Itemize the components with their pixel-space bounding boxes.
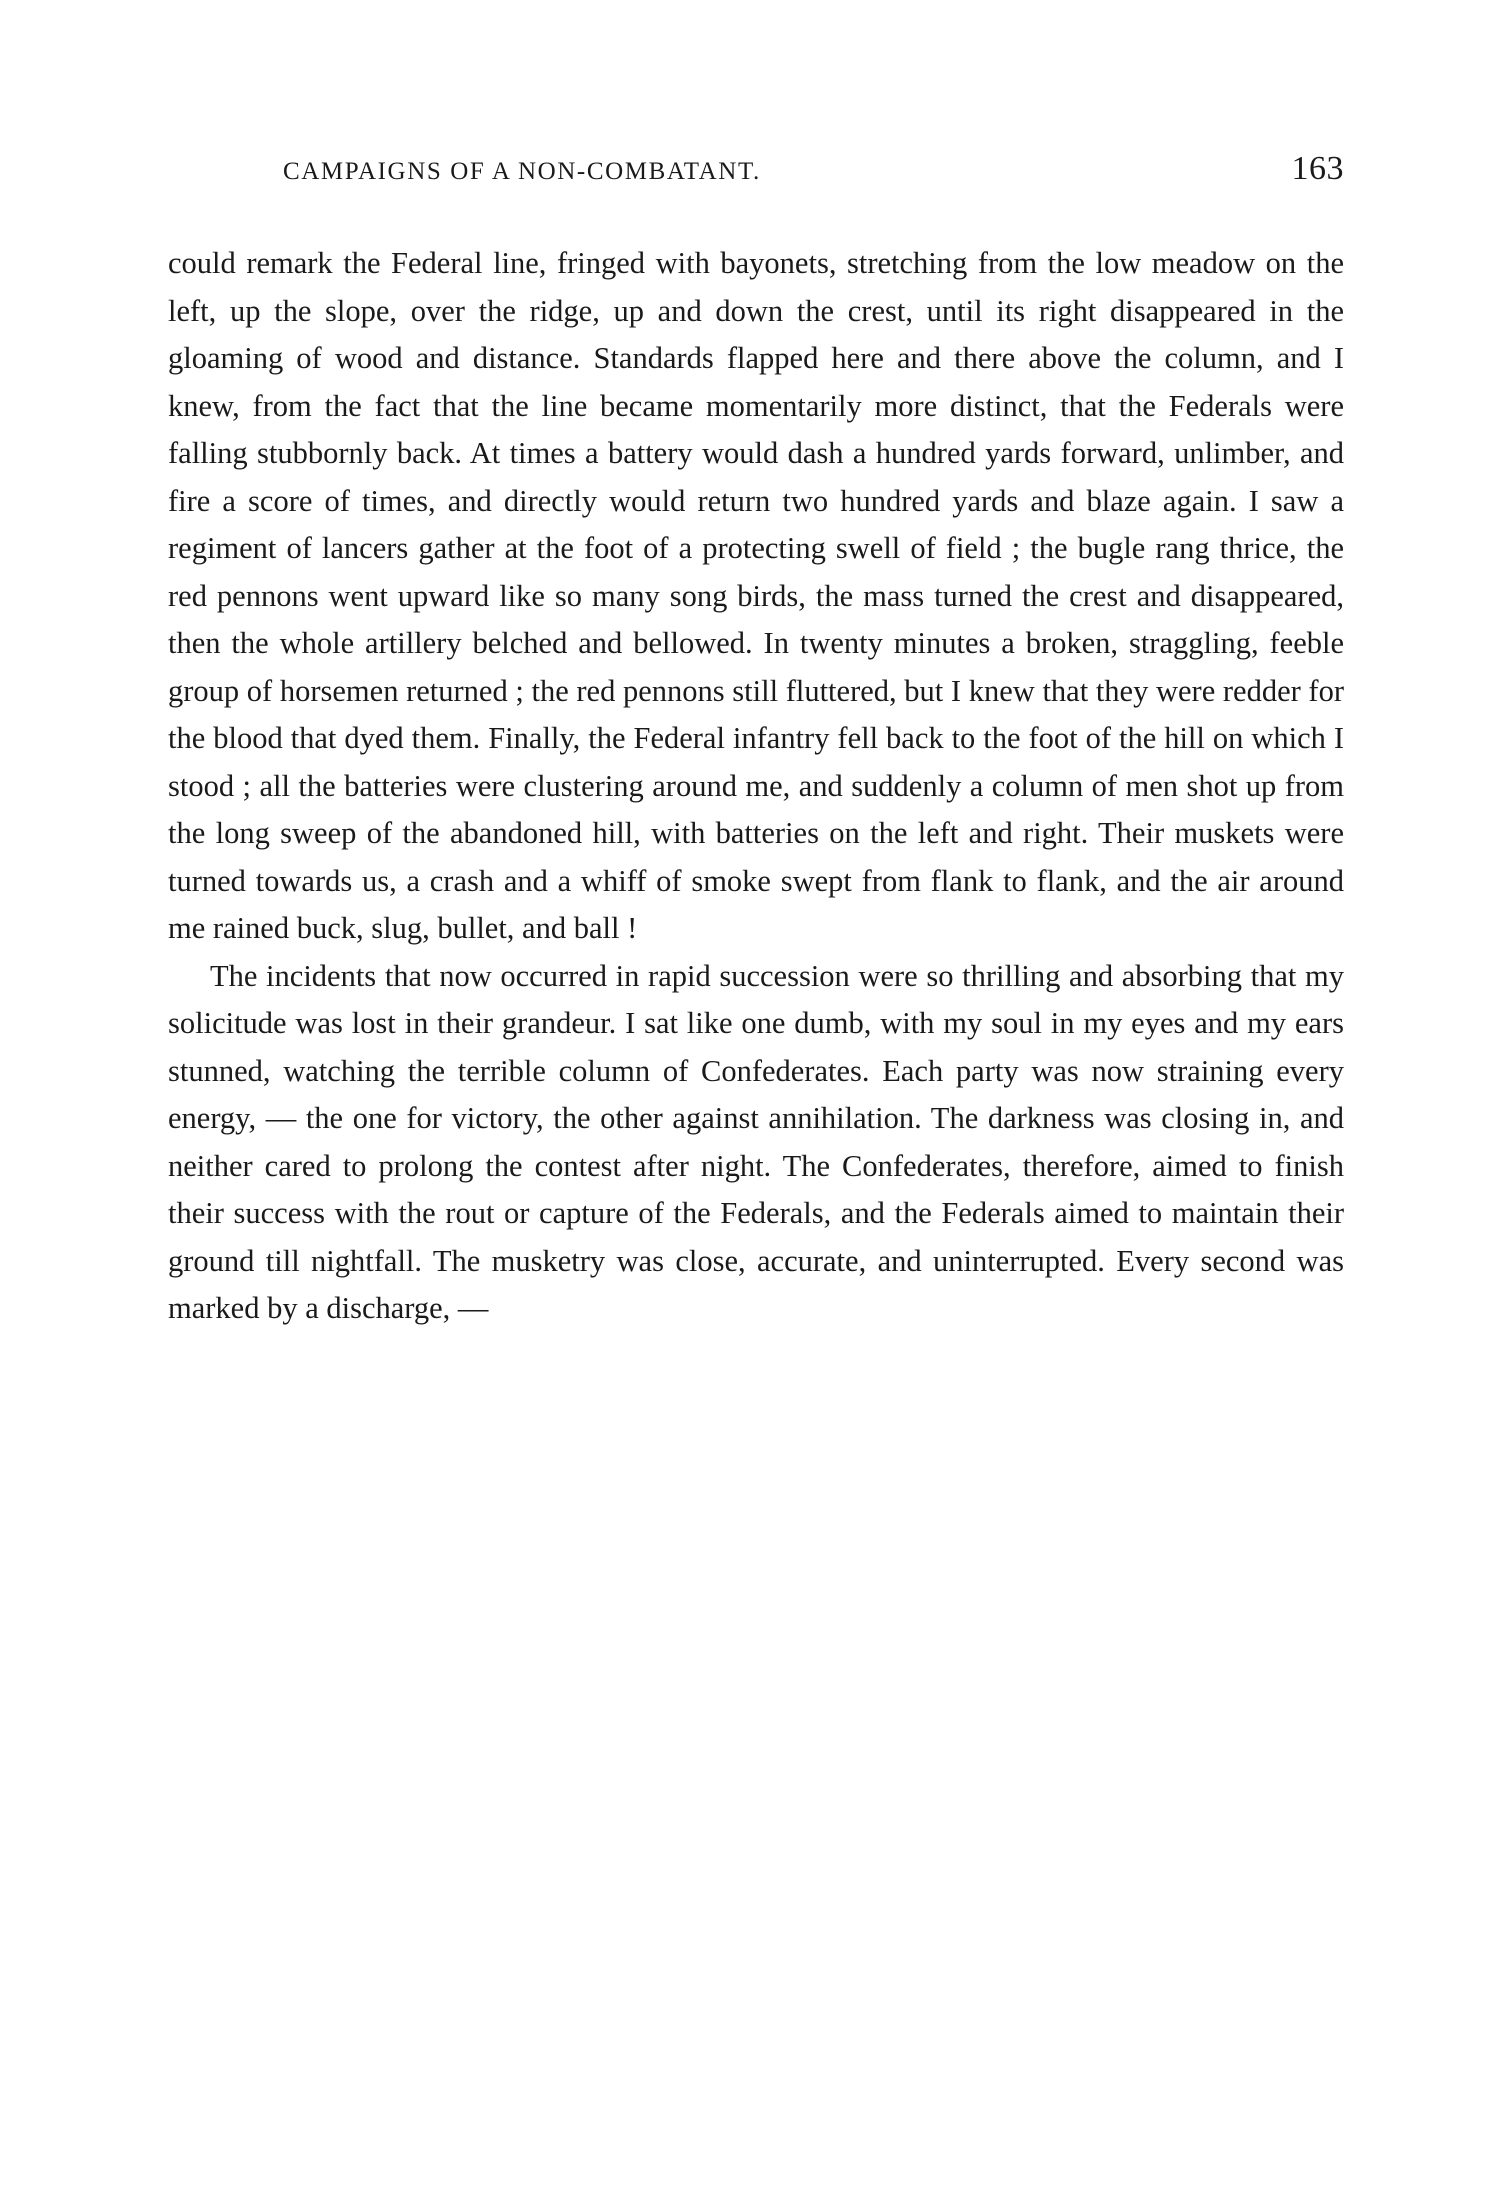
- body-text: [168, 240, 1344, 1333]
- page-content: [168, 150, 1344, 1333]
- paragraph: The incidents that now occurred in rapid succession were so thrilling and absorbing that my solicitude was lost in their grandeur. I sat like one dumb, with my soul in my eyes and my ears stunned, watching the terrible column of Confederates. Each party was now straining every energy, — the one for victory, the other against annihilation. The darkness was closing in, and neither cared to prolong the contest after night. The Confederates, therefore, aimed to finish their success with the rout or capture of the Federals, and the Federals aimed to maintain their ground till nightfall. The musketry was close, accurate, and uninterrupted. Every second was marked by a discharge, —: [168, 958, 1344, 1325]
- running-header: [168, 150, 1344, 188]
- paragraph: could remark the Federal line, fringed with bayonets, stretching from the low meadow on the left, up the slope, over the ridge, up and down the crest, until its right disappeared in the gloaming of wood and distance. Standards flapped here and there above the column, and I knew, from the fact that the line became momentarily more distinct, that the Federals were falling stubbornly back. At times a battery would dash a hundred yards forward, unlimber, and fire a score of times, and directly would return two hundred yards and blaze again. I saw a regiment of lancers gather at the foot of a protecting swell of field ; the bugle rang thrice, the red pennons went upward like so many song birds, the mass turned the crest and disappeared, then the whole artillery belched and bellowed. In twenty minutes a broken, straggling, feeble group of horsemen returned ; the red pennons still fluttered, but I knew that they were redder for the blood that dyed them. Finally, the Federal infantry fell back to the foot of the hill on which I stood ; all the batteries were clustering around me, and suddenly a column of men shot up from the long sweep of the abandoned hill, with batteries on the left and right. Their muskets were turned towards us, a crash and a whiff of smoke swept from flank to flank, and the air around me rained buck, slug, bullet, and ball !: [168, 246, 1344, 945]
- running-title: CAMPAIGNS OF A NON-COMBATANT.: [283, 158, 761, 185]
- page-number: 163: [1291, 150, 1344, 187]
